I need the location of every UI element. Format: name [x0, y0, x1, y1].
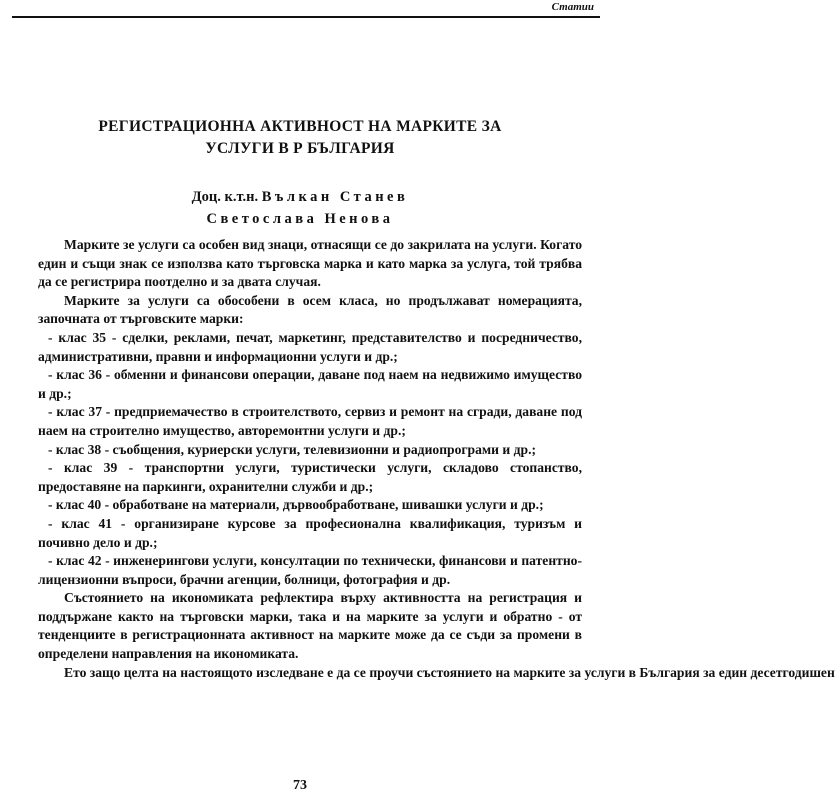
class-42-item: - клас 42 - инженерингови услуги, консултации по технически, финансови и патентно-лицензионни въпроси, брачни агенции, болници, фотография и др.	[38, 553, 582, 587]
class-41-item: - клас 41 - организиране курсове за професионална квалификация, туризъм и почивно дело и др.;	[38, 515, 582, 550]
class-35-item: - клас 35 - сделки, реклами, печат, маркетинг, представителство и посредничество, административни, правни и информационни услуги и др.;	[38, 329, 582, 364]
class-40-item: - клас 40 - обработване на материали, дървообработване, шивашки услуги и др.;	[48, 497, 544, 513]
class-36-item: - клас 36 - обменни и финансови операции, даване под наем на недвижимо имущество и др.;	[38, 367, 582, 401]
paragraph-intro: Марките зе услуги са особен вид знаци, отнасящи се до закрилата на услуги. Когато един и същи знак се използва като търговска марка и като марка за услуга, той трябва да се регистрира поотделно и за двата случая.	[38, 237, 582, 290]
author-2-name: Светослава Ненова	[206, 211, 394, 227]
class-38-item: - клас 38 - съобщения, куриерски услуги, телевизионни и радиопрограми и др.;	[48, 441, 536, 457]
author-1	[0, 186, 600, 208]
author-1-prefix: Доц. к.т.н.	[191, 189, 259, 205]
article-title-line-2: УСЛУГИ В Р БЪЛГАРИЯ	[205, 140, 395, 157]
running-head: Статии	[546, 1, 594, 13]
page-number: 73	[293, 778, 307, 793]
article-title	[30, 116, 570, 160]
paragraph-economy: Състоянието на икономиката рефлектира върху активността на регистрация и поддържане както на търговски марки, така и на марките за услуги и обратно - от тенденциите в регистрационната активност на марките може да се съди за промени в определени направления на икономиката.	[38, 590, 582, 662]
article-title-line-1: РЕГИСТРАЦИОННА АКТИВНОСТ НА МАРКИТЕ ЗА	[98, 118, 502, 135]
article-body	[38, 236, 835, 682]
paragraph-classes-intro: Марките за услуги са обособени в осем класа, но продължават номерацията, започната от търговските марки:	[38, 292, 582, 327]
class-39-item: - клас 39 - транспортни услуги, туристически услуги, складово стопанство, предоставяне на паркинги, охранителни служби и др.;	[38, 460, 582, 494]
author-1-name: Вълкан Станев	[261, 189, 409, 205]
class-37-item: - клас 37 - предприемачество в строителството, сервиз и ремонт на сгради, даване под наем на строително имущество, авторемонтни услуги и др.;	[38, 404, 582, 438]
paragraph-aim: Ето защо целта на настоящото изследване е да се проучи състоянието на марките за услуги в България за един десетгодишен	[64, 664, 835, 680]
header-rule	[12, 0, 600, 18]
author-2	[0, 208, 600, 230]
authors-block	[0, 186, 600, 230]
